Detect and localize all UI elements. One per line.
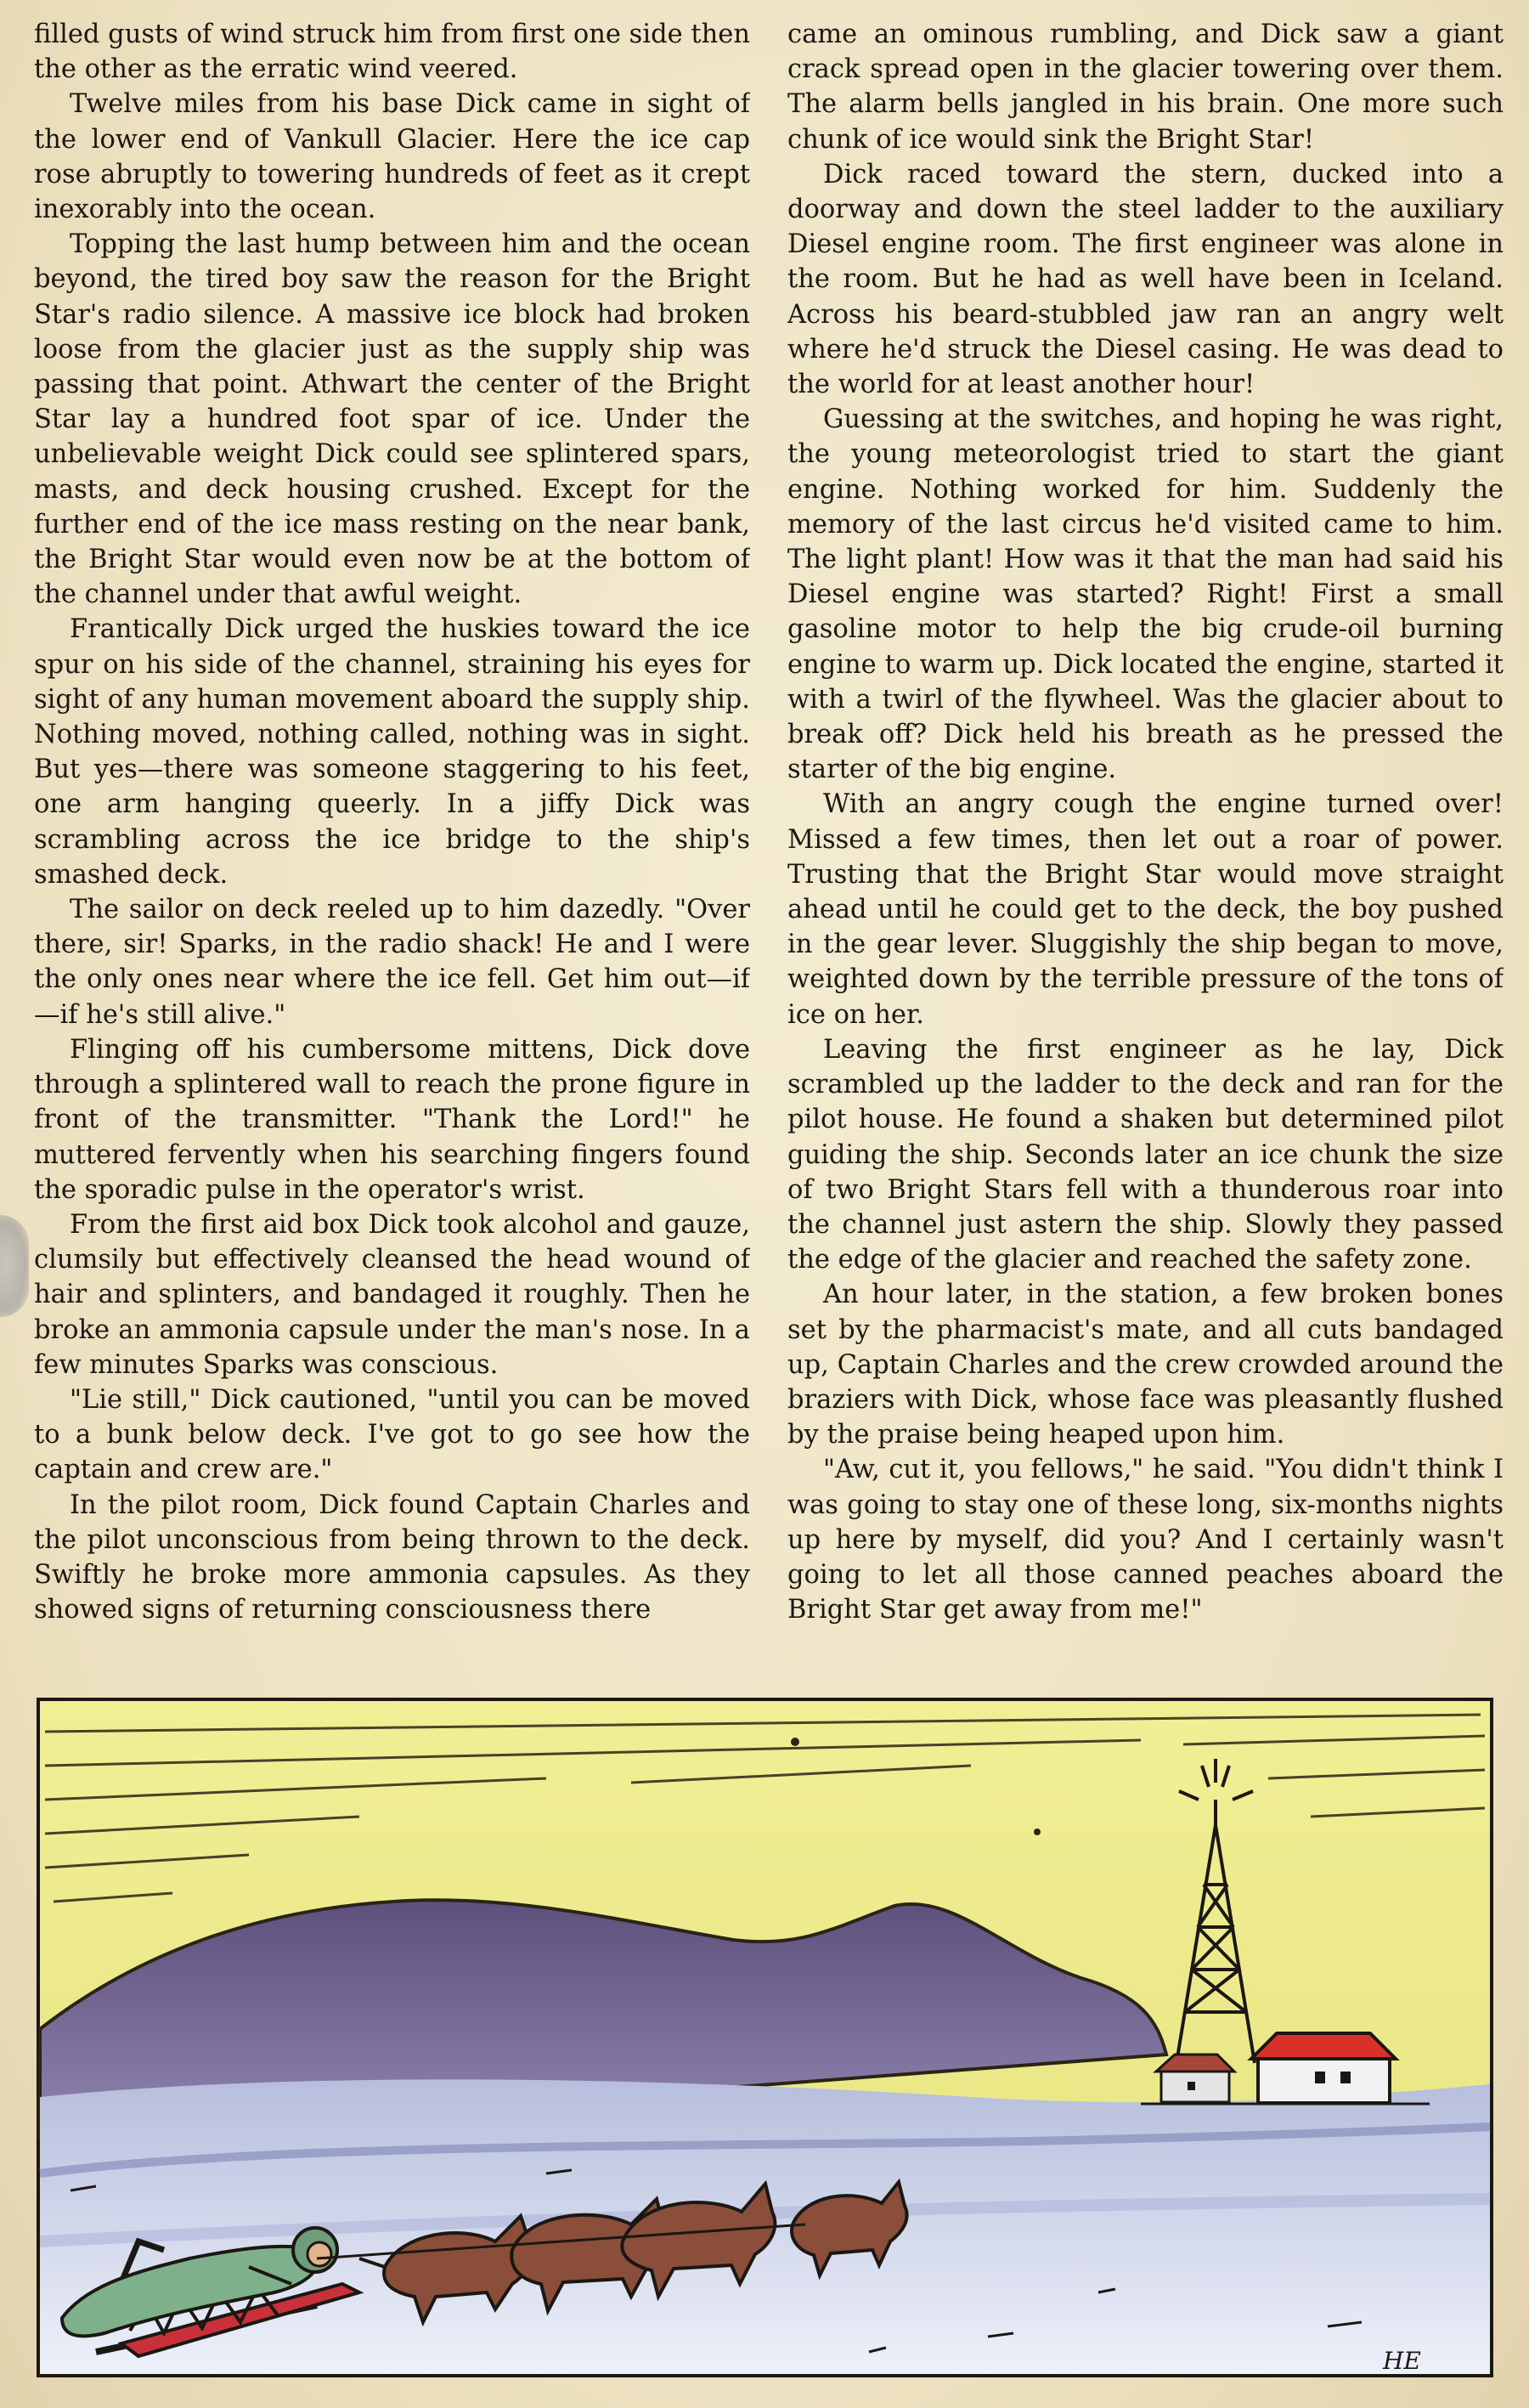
illustration-panel [37, 1698, 1493, 2377]
paragraph: Topping the last hump between him and the ocean beyond, the tired boy saw the reason for the Bright Star's radio silence. A massive ice block had broken loose from the glacier just as the supply ship was passing that point. Athwart the center of the Bright Star lay a hundred foot spar of ice. Under the unbelievable weight Dick could see splintered spars, masts, and deck housing crushed. Except for the further end of the ice mass resting on the near bank, the Bright Star would even now be at the bottom of the channel under that awful weight. [34, 229, 750, 610]
paragraph: Dick raced toward the stern, ducked into a doorway and down the steel ladder to the auxiliary Diesel engine room. The first engineer was alone in the room. But he had as well have been in Iceland. Across his beard-stubbled jaw ran an angry welt where he'd struck the Diesel casing. He was dead to the world for at least another hour! [787, 159, 1504, 400]
paragraph: In the pilot room, Dick found Captain Charles and the pilot unconscious from being thrown to the deck. Swiftly he broke more ammonia capsules. As they showed signs of returning consciousness there [34, 1489, 750, 1625]
paragraph: came an ominous rumbling, and Dick saw a giant crack spread open in the glacier towering over them. The alarm bells jangled in his brain. One more such chunk of ice would sink the Bright Star! [787, 20, 1504, 155]
paragraph: From the first aid box Dick took alcohol and gauze, clumsily but effectively cleansed the head wound of hair and splinters, and bandaged it roughly. Then he broke an ammonia capsule under the man's nose. In a few minutes Sparks was conscious. [34, 1209, 750, 1380]
right-column [787, 17, 1504, 1687]
paragraph: Guessing at the switches, and hoping he was right, the young meteorologist tried to start the giant engine. Nothing worked for him. Suddenly the memory of the last circus he'd visited came to him. The light plant! How was it that the man had said his Diesel engine was started? Right! First a small gasoline motor to help the big crude-oil burning engine to warm up. Dick located the engine, started it with a twirl of the flywheel. Was the glacier about to break off? Dick held his breath as he pressed the starter of the big engine. [787, 404, 1504, 785]
paragraph: "Aw, cut it, you fellows," he said. "You didn't think I was going to stay one of these long, six-months nights up here by myself, did you? And I certainly wasn't going to let all those canned peaches aboard the Bright Star get away from me!" [787, 1455, 1504, 1625]
paragraph: Frantically Dick urged the huskies toward the ice spur on his side of the channel, straining his eyes for sight of any human movement aboard the supply ship. Nothing moved, nothing called, nothing was in sight. But yes—there was someone staggering to his feet, one arm hanging queerly. In a jiffy Dick was scrambling across the ice bridge to the ship's smashed deck. [34, 614, 750, 890]
artist-signature: HE [1383, 2347, 1421, 2375]
story-text [34, 17, 1504, 1687]
paragraph: Twelve miles from his base Dick came in sight of the lower end of Vankull Glacier. Here the ice cap rose abruptly to towering hundreds of feet as it crept inexorably into the ocean. [34, 89, 750, 225]
scanner-thumb-shadow [0, 1215, 29, 1317]
left-column [34, 17, 750, 1687]
paragraph: filled gusts of wind struck him from first one side then the other as the erratic wind veered. [34, 20, 750, 85]
paragraph: An hour later, in the station, a few broken bones set by the pharmacist's mate, and all cuts bandaged up, Captain Charles and the crew crowded around the braziers with Dick, whose face was pleasantly flushed by the praise being heaped upon him. [787, 1280, 1504, 1450]
paragraph: The sailor on deck reeled up to him dazedly. "Over there, sir! Sparks, in the radio shack! He and I were the only ones near where the ice fell. Get him out—if—if he's still alive." [34, 895, 750, 1030]
dog-sled-scene [37, 1698, 1493, 2377]
paragraph: Leaving the first engineer as he lay, Dick scrambled up the ladder to the deck and ran for the pilot house. He found a shaken but determined pilot guiding the ship. Seconds later an ice chunk the size of two Bright Stars fell with a thunderous roar into the channel just astern the ship. Slowly they passed the edge of the glacier and reached the safety zone. [787, 1034, 1504, 1275]
paragraph: Flinging off his cumbersome mittens, Dick dove through a splintered wall to reach the prone figure in front of the transmitter. "Thank the Lord!" he muttered fervently when his searching fingers found the sporadic pulse in the operator's wrist. [34, 1034, 750, 1205]
paragraph: With an angry cough the engine turned over! Missed a few times, then let out a roar of power. Trusting that the Bright Star would move straight ahead until he could get to the deck, the boy pushed in the gear lever. Sluggishly the ship began to move, weighted down by the terrible pressure of the tons of ice on her. [787, 789, 1504, 1030]
paragraph: "Lie still," Dick cautioned, "until you can be moved to a bunk below deck. I've got to go see how the captain and crew are." [34, 1384, 750, 1485]
